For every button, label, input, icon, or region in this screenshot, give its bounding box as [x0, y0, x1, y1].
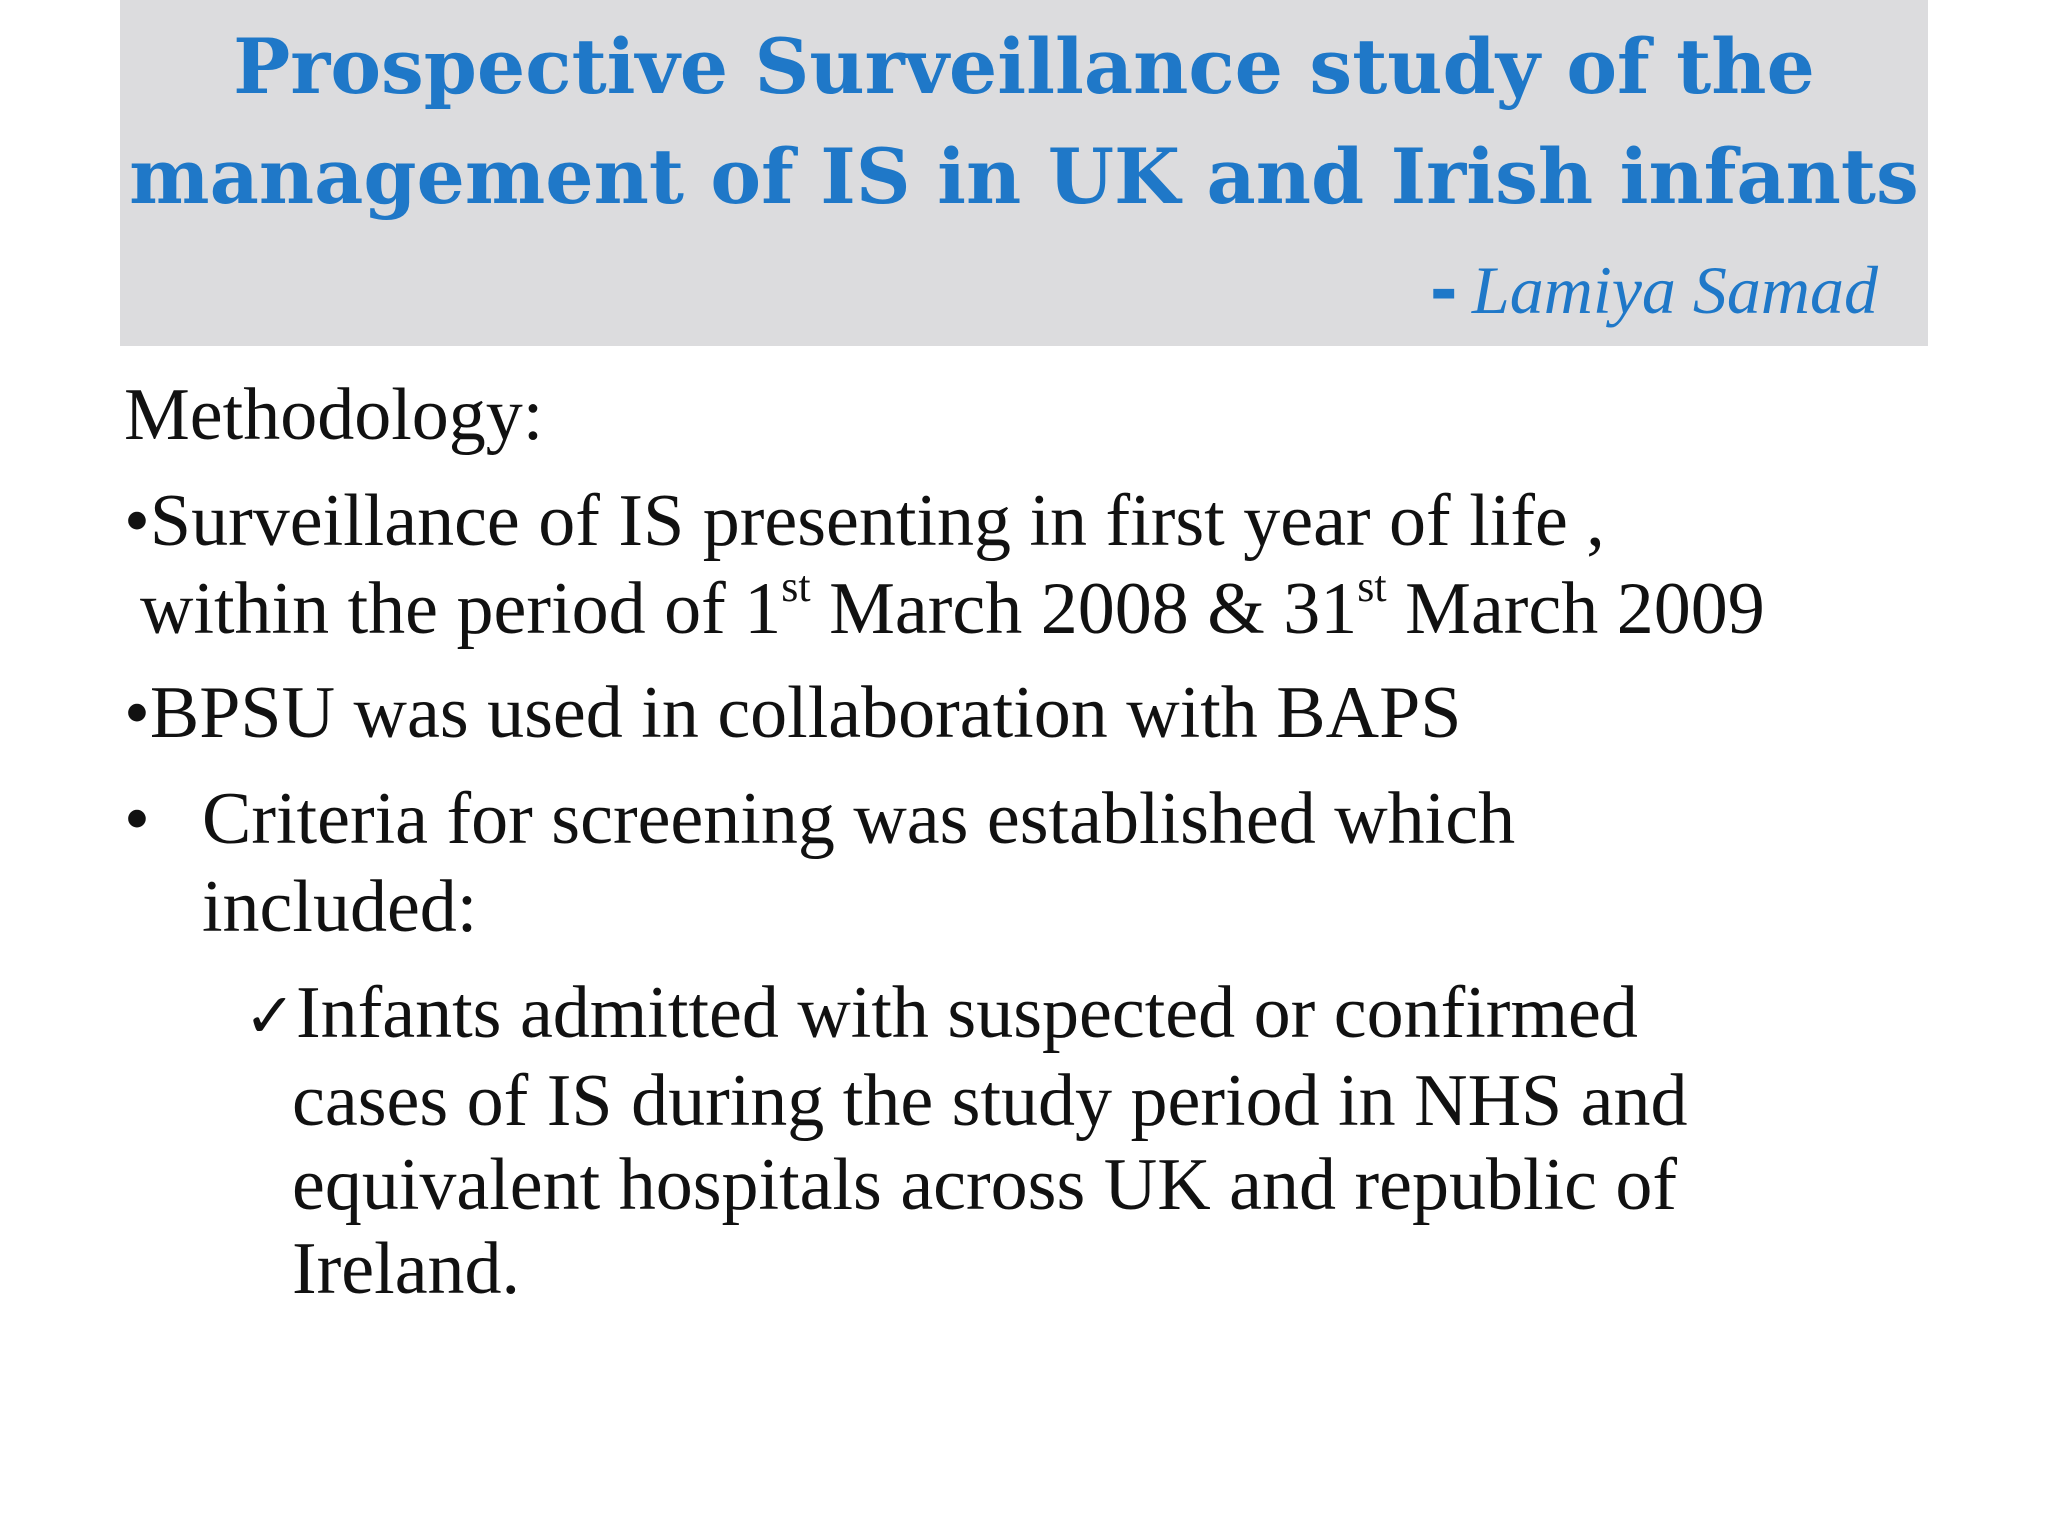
- bullet-item-1-line-1: [124, 478, 1605, 564]
- item1-sup-2: st: [1357, 562, 1387, 612]
- bullet-item-2-text: BPSU was used in collaboration with BAPS: [149, 672, 1462, 754]
- author-credit: [1430, 250, 1878, 331]
- author-dash: -: [1429, 251, 1458, 330]
- bullet-icon: •: [124, 672, 150, 754]
- item1-text-c: March 2009: [1386, 568, 1765, 650]
- bullet-item-3-line-2: included:: [202, 866, 478, 948]
- sub-item-line-2: cases of IS during the study period in NHS and: [292, 1060, 1688, 1142]
- section-heading: Methodology:: [124, 374, 544, 456]
- checkmark-icon: ✓: [244, 979, 296, 1052]
- bullet-item-2: [124, 670, 1461, 756]
- author-name: Lamiya Samad: [1471, 252, 1878, 328]
- item1-text-b: March 2008 & 31: [810, 568, 1358, 650]
- sub-item-line-1: [244, 970, 1638, 1059]
- bullet-item-1-text: Surveillance of IS presenting in first year of life ,: [149, 480, 1605, 562]
- title-banner: [120, 0, 1928, 346]
- item1-sup-1: st: [781, 562, 811, 612]
- item1-text-a: within the period of 1: [140, 568, 782, 650]
- sub-item-line-4: Ireland.: [292, 1228, 521, 1310]
- sub-item-text-1: Infants admitted with suspected or confirmed: [295, 972, 1638, 1054]
- bullet-icon: •: [124, 480, 150, 562]
- slide-title-line-2: management of IS in UK and Irish infants: [129, 132, 1919, 221]
- sub-item-line-3: equivalent hospitals across UK and republic of: [292, 1144, 1678, 1226]
- slide-title-line-1: Prospective Surveillance study of the: [233, 22, 1815, 111]
- bullet-item-3-bullet: •: [124, 778, 150, 860]
- bullet-item-1-line-2: [140, 562, 1765, 652]
- bullet-item-3-line-1: Criteria for screening was established which: [202, 778, 1516, 860]
